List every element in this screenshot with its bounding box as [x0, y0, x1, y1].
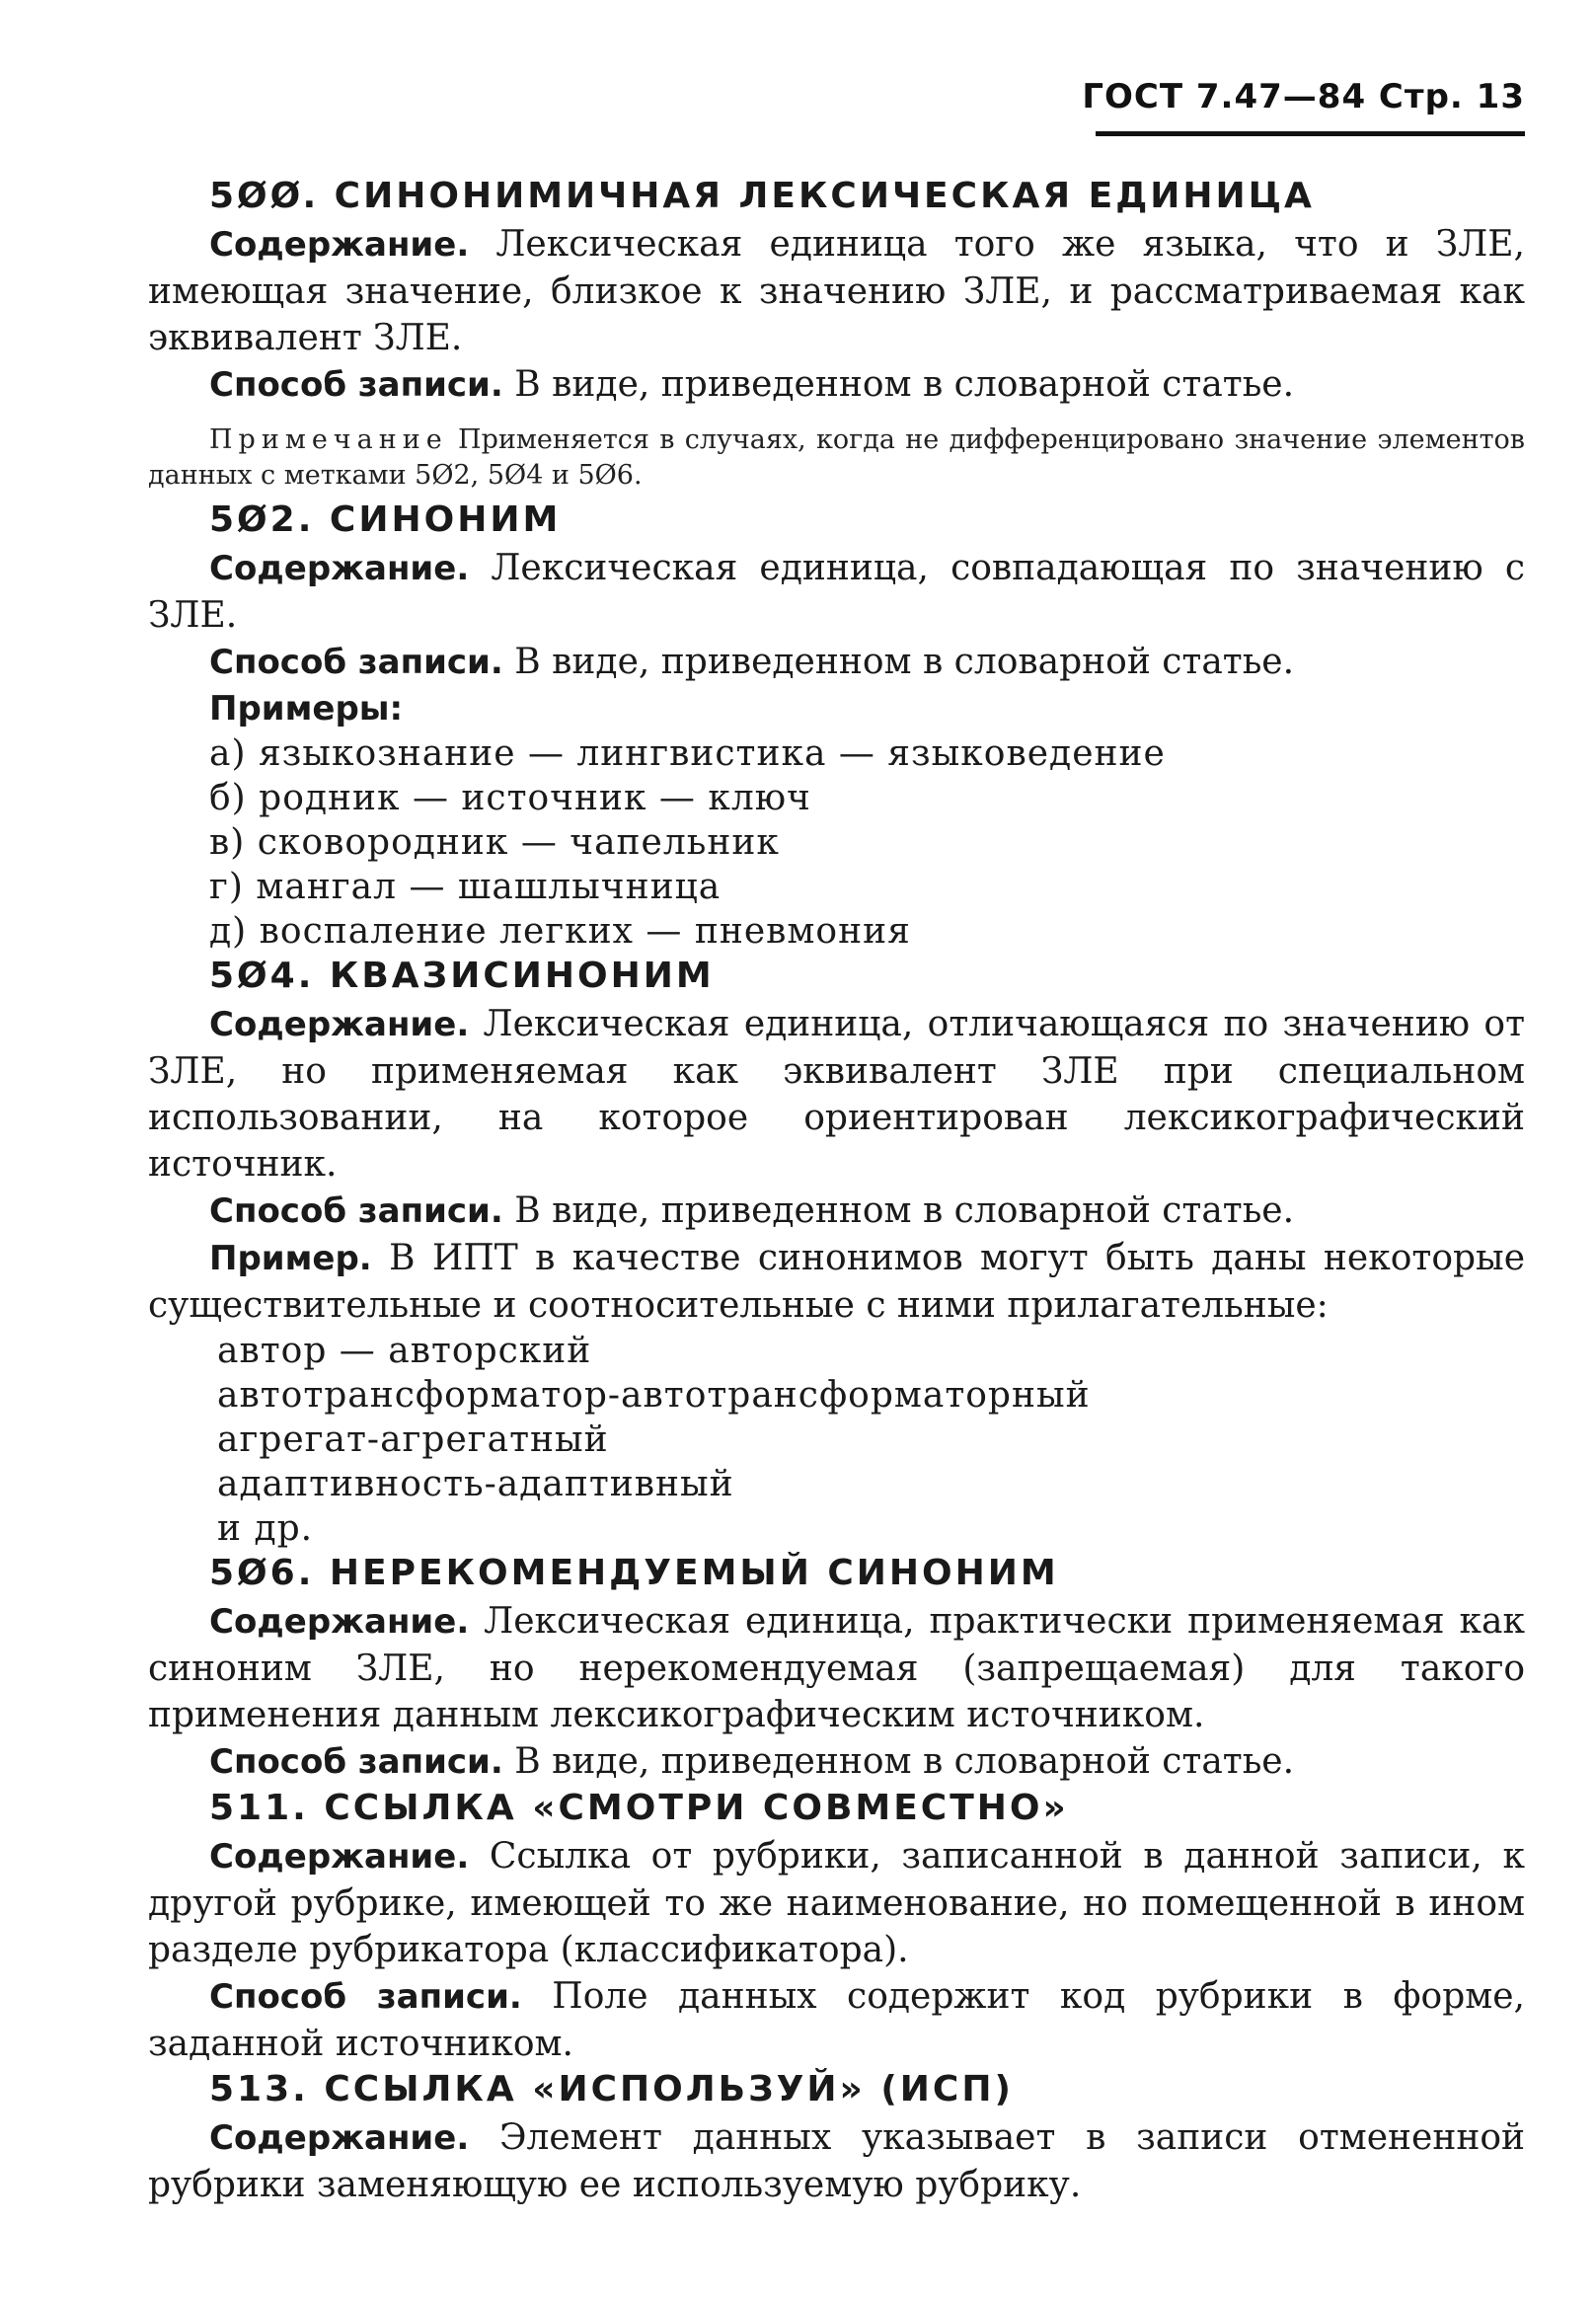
- method-paragraph: [148, 1188, 1525, 1235]
- content-paragraph: [148, 545, 1525, 639]
- content-label: Содержание.: [209, 225, 470, 265]
- list-item: агрегат-агрегатный: [217, 1419, 609, 1460]
- example-label: Пример.: [209, 1239, 372, 1278]
- content-text: Лексическая единица, практически применяемая как синоним ЗЛЕ, но нерекомендуемая (запрещаемая) для такого применения данным лексикографическим источником.: [148, 1601, 1525, 1735]
- method-text: В виде, приведенном в словарной статье.: [502, 1741, 1295, 1782]
- section-title: 5Ø6. НЕРЕКОМЕНДУЕМЫЙ СИНОНИМ: [209, 1553, 1059, 1593]
- section-title: 5Ø2. СИНОНИМ: [209, 499, 562, 540]
- list-item: б) родник — источник — ключ: [209, 778, 811, 818]
- content-text: Лексическая единица того же языка, что и ЗЛЕ, имеющая значение, близкое к значению ЗЛЕ, и рассматриваемая как эквивалент ЗЛЕ.: [148, 224, 1525, 358]
- method-label: Способ записи.: [209, 1977, 522, 2017]
- content-paragraph: [148, 221, 1525, 361]
- content-label: Содержание.: [209, 1602, 470, 1642]
- method-label: Способ записи.: [209, 643, 503, 682]
- list-item: а) языкознание — лингвистика — языковедение: [209, 733, 1166, 774]
- method-text: В виде, приведенном в словарной статье.: [502, 1190, 1295, 1231]
- method-text: В виде, приведенном в словарной статье.: [502, 642, 1295, 682]
- running-header: ГОСТ 7.47—84 Стр. 13: [1082, 77, 1525, 116]
- list-item: д) воспаление легких — пневмония: [209, 911, 911, 952]
- content-text: Лексическая единица, совпадающая по значению с ЗЛЕ.: [148, 548, 1525, 636]
- list-item: автор — авторский: [217, 1331, 592, 1371]
- method-label: Способ записи.: [209, 365, 503, 405]
- section-title: 5ØØ. СИНОНИМИЧНАЯ ЛЕКСИЧЕСКАЯ ЕДИНИЦА: [209, 176, 1315, 216]
- method-paragraph: [148, 639, 1525, 686]
- example-text: В ИПТ в качестве синонимов могут быть даны некоторые существительные и соотносительные с ними прилагательные:: [148, 1238, 1525, 1326]
- section-500: [148, 174, 1525, 494]
- note-text: Применяется в случаях, когда не дифференцировано значение элементов данных с метками 5Ø2, 5Ø4 и 5Ø6.: [148, 424, 1525, 491]
- content-paragraph: [148, 1833, 1525, 1973]
- examples-label: Примеры:: [209, 689, 404, 728]
- list-item: в) сковородник — чапельник: [209, 822, 780, 863]
- section-title: 511. ССЫЛКА «СМОТРИ СОВМЕСТНО»: [209, 1788, 1069, 1828]
- document-body: [148, 174, 1525, 2208]
- content-label: Содержание.: [209, 2118, 470, 2158]
- list-item: автотрансформатор-автотрансформаторный: [217, 1375, 1091, 1416]
- example-paragraph: [148, 1235, 1525, 1329]
- section-504: [148, 954, 1525, 1551]
- content-text: Элемент данных указывает в записи отмененной рубрики заменяющую ее используемую рубрику.: [148, 2117, 1525, 2205]
- header-rule: [1096, 131, 1525, 136]
- section-513: [148, 2067, 1525, 2208]
- method-text: В виде, приведенном в словарной статье.: [502, 364, 1295, 405]
- content-text: Ссылка от рубрики, записанной в данной записи, к другой рубрике, имеющей то же наименование, но помещенной в ином разделе рубрикатора (классификатора).: [148, 1836, 1525, 1970]
- note-paragraph: [148, 422, 1525, 494]
- section-title: 5Ø4. КВАЗИСИНОНИМ: [209, 956, 715, 996]
- list-item: г) мангал — шашлычница: [209, 867, 722, 907]
- list-item: адаптивность-адаптивный: [217, 1464, 734, 1504]
- section-502: [148, 498, 1525, 954]
- method-paragraph: [148, 1738, 1525, 1786]
- note-label: Примечание: [209, 424, 448, 455]
- content-label: Содержание.: [209, 1837, 470, 1877]
- content-label: Содержание.: [209, 1005, 470, 1044]
- list-item: и др.: [217, 1508, 314, 1549]
- method-paragraph: [148, 361, 1525, 409]
- document-page: [148, 0, 1525, 2300]
- content-paragraph: [148, 1598, 1525, 1738]
- method-label: Способ записи.: [209, 1742, 503, 1782]
- content-paragraph: [148, 2114, 1525, 2208]
- content-text: Лексическая единица, отличающаяся по значению от ЗЛЕ, но применяемая как эквивалент ЗЛЕ при специальном использовании, на которое ориентирован лексикографический источник.: [148, 1004, 1525, 1185]
- section-title: 513. ССЫЛКА «ИСПОЛЬЗУЙ» (ИСП): [209, 2069, 1014, 2109]
- method-text: Поле данных содержит код рубрики в форме, заданной источником.: [148, 1976, 1525, 2064]
- section-506: [148, 1551, 1525, 1786]
- content-label: Содержание.: [209, 549, 470, 588]
- content-paragraph: [148, 1001, 1525, 1188]
- method-label: Способ записи.: [209, 1191, 503, 1231]
- method-paragraph: [148, 1973, 1525, 2067]
- section-511: [148, 1786, 1525, 2067]
